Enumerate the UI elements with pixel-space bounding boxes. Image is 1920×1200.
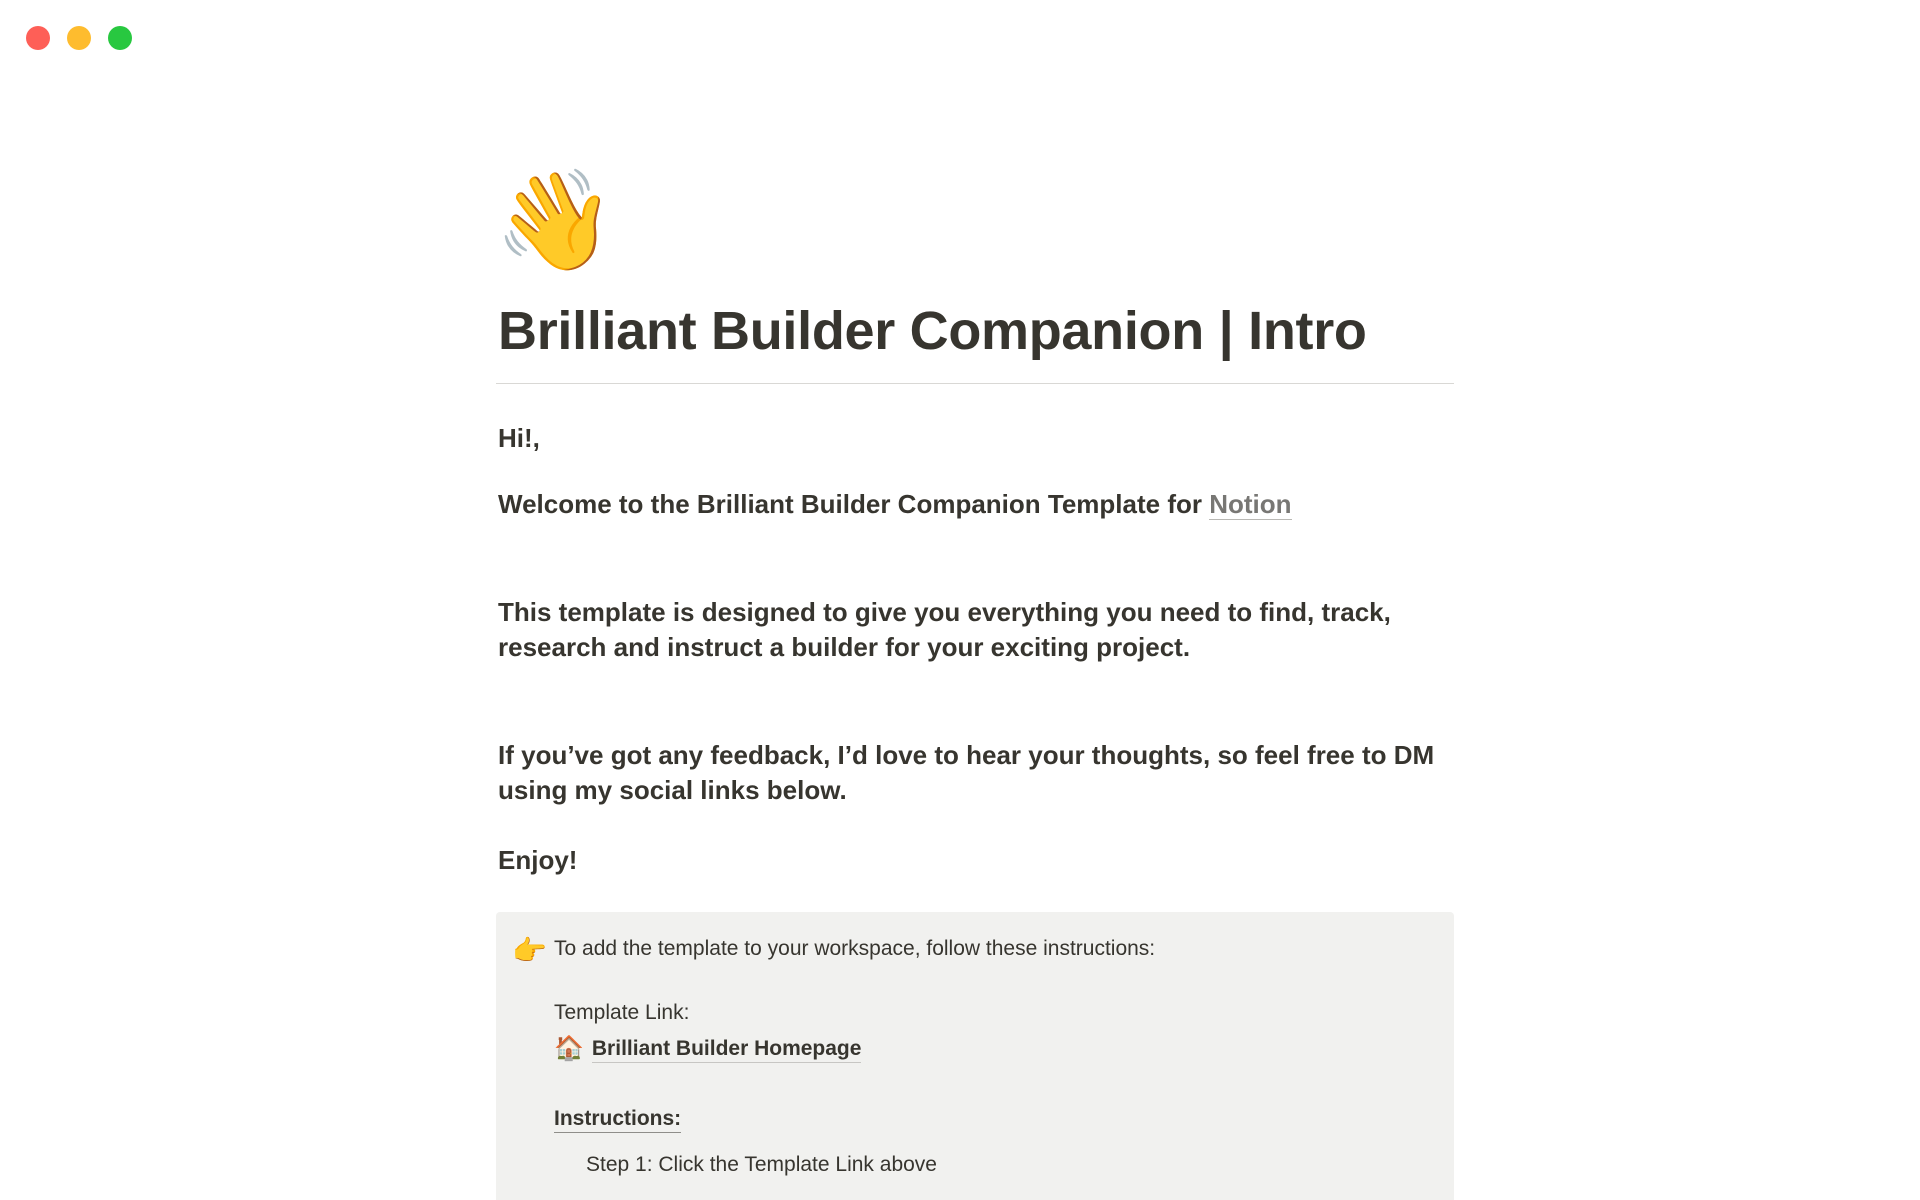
page-content (496, 165, 1454, 1200)
window-controls (26, 26, 132, 50)
callout-intro: To add the template to your workspace, follow these instructions: (554, 937, 1156, 960)
house-icon: 🏠 (554, 1035, 584, 1062)
template-page-link[interactable] (554, 1034, 1434, 1064)
page-title[interactable]: Brilliant Builder Companion | Intro (498, 301, 1367, 361)
designed-paragraph: This template is designed to give you everything you need to find, track, research and instruct a builder for your exciting project. (498, 597, 1391, 662)
template-link-text[interactable]: Brilliant Builder Homepage (592, 1036, 862, 1063)
instructions-heading: Instructions: (554, 1106, 681, 1133)
welcome-text: Welcome to the Brilliant Builder Companion Template for (498, 489, 1210, 519)
pointing-right-icon[interactable]: 👉 (512, 935, 547, 966)
greeting-text: Hi!, (498, 423, 540, 453)
minimize-window-button[interactable] (67, 26, 91, 50)
waving-hand-icon[interactable]: 👋 (494, 165, 617, 275)
template-link-label: Template Link: (554, 1001, 690, 1024)
step-1-text: Step 1: Click the Template Link above (586, 1153, 937, 1176)
maximize-window-button[interactable] (108, 26, 132, 50)
welcome-paragraph (498, 487, 1454, 522)
close-window-button[interactable] (26, 26, 50, 50)
callout-body (554, 934, 1434, 1180)
instructions-callout (496, 912, 1454, 1200)
feedback-paragraph: If you’ve got any feedback, I’d love to hear your thoughts, so feel free to DM using my social links below. (498, 740, 1435, 805)
divider (496, 383, 1454, 384)
enjoy-text: Enjoy! (498, 845, 578, 875)
notion-link[interactable]: Notion (1209, 489, 1292, 519)
